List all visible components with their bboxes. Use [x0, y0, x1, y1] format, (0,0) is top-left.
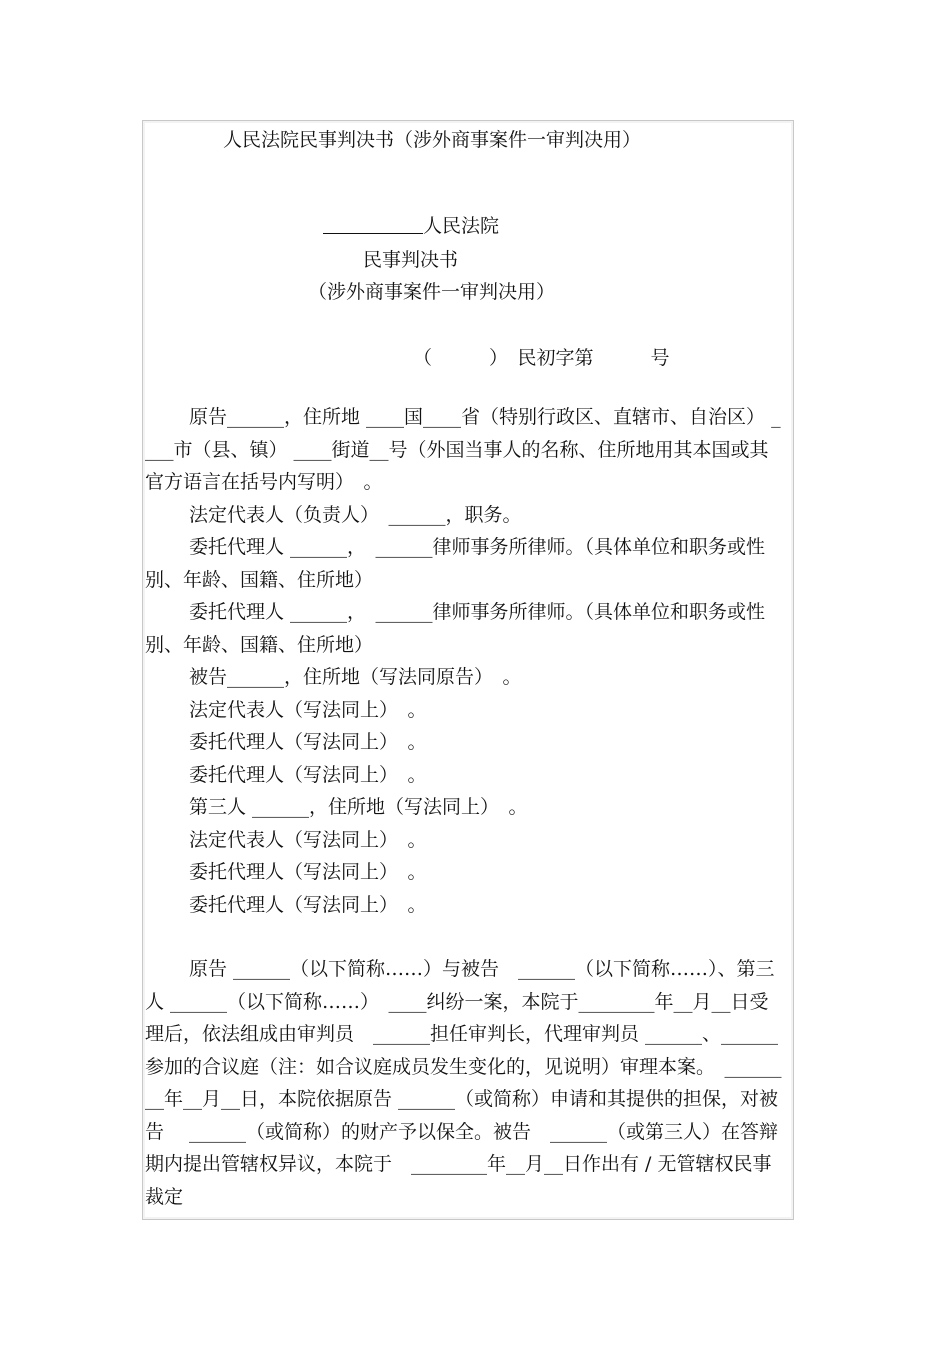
party-defendant-agent-1: 委托代理人（写法同上） 。 — [189, 731, 427, 753]
page-title: 人民法院民事判决书（涉外商事案件一审判决用） — [223, 129, 642, 151]
judgment-title: 民事判决书 — [363, 249, 459, 271]
party-plaintiff-agent-2: 委托代理人 ______， ______律师事务所律师。（具体单位和职务或性别、年龄、国籍、住所地） — [145, 601, 766, 656]
court-name-blank — [323, 215, 423, 234]
party-third-representative: 法定代表人（写法同上） 。 — [189, 828, 427, 851]
party-plaintiff-representative: 法定代表人（负责人） ______，职务。 — [189, 503, 522, 526]
party-third-agent-2: 委托代理人（写法同上） 。 — [189, 893, 427, 916]
court-name-line — [323, 211, 499, 238]
case-number: （ ） 民初字第 号 — [413, 347, 670, 369]
document-frame — [142, 120, 794, 1220]
document-subtitle: （涉外商事案件一审判决用） — [308, 281, 556, 303]
party-defendant-agent-2: 委托代理人（写法同上） 。 — [189, 763, 427, 786]
party-plaintiff-agent-1: 委托代理人 ______， ______律师事务所律师。（具体单位和职务或性别、年龄、国籍、住所地） — [145, 536, 766, 591]
document-body — [145, 401, 785, 1213]
party-third: 第三人 ______，住所地（写法同上） 。 — [189, 796, 528, 818]
paragraph-gap — [145, 921, 785, 953]
case-narrative: 原告 ______（以下简称……）与被告 ______（以下简称……）、第三人 ______（以下简称……） ____纠纷一案，本院于________年__月__日受理后，依法组成由审判员 ______担任审判长，代理审判员 ______、______参加的合议庭（注：如合议庭成员发生变化的，见说明）审理本案。 ________年__月__日，本院依据原告 ______（或简称）申请和其提供的担保，对被告 ______（或简称）的财产予以保全。被告 ______（或第三人）在答辩期内提出管辖权异议，本院于 ________年__月__日作出有 / 无管辖权民事裁定 — [145, 958, 782, 1208]
party-third-agent-1: 委托代理人（写法同上） 。 — [189, 861, 427, 883]
party-defendant: 被告______，住所地（写法同原告） 。 — [189, 666, 522, 688]
party-defendant-representative: 法定代表人（写法同上） 。 — [189, 698, 427, 721]
party-plaintiff: 原告______，住所地 ____国____省（特别行政区、直辖市、自治区） ____市（县、镇） ____街道__号（外国当事人的名称、住所地用其本国或其官方语言在括号内写明） 。 — [145, 406, 781, 493]
court-suffix: 人民法院 — [423, 215, 500, 237]
